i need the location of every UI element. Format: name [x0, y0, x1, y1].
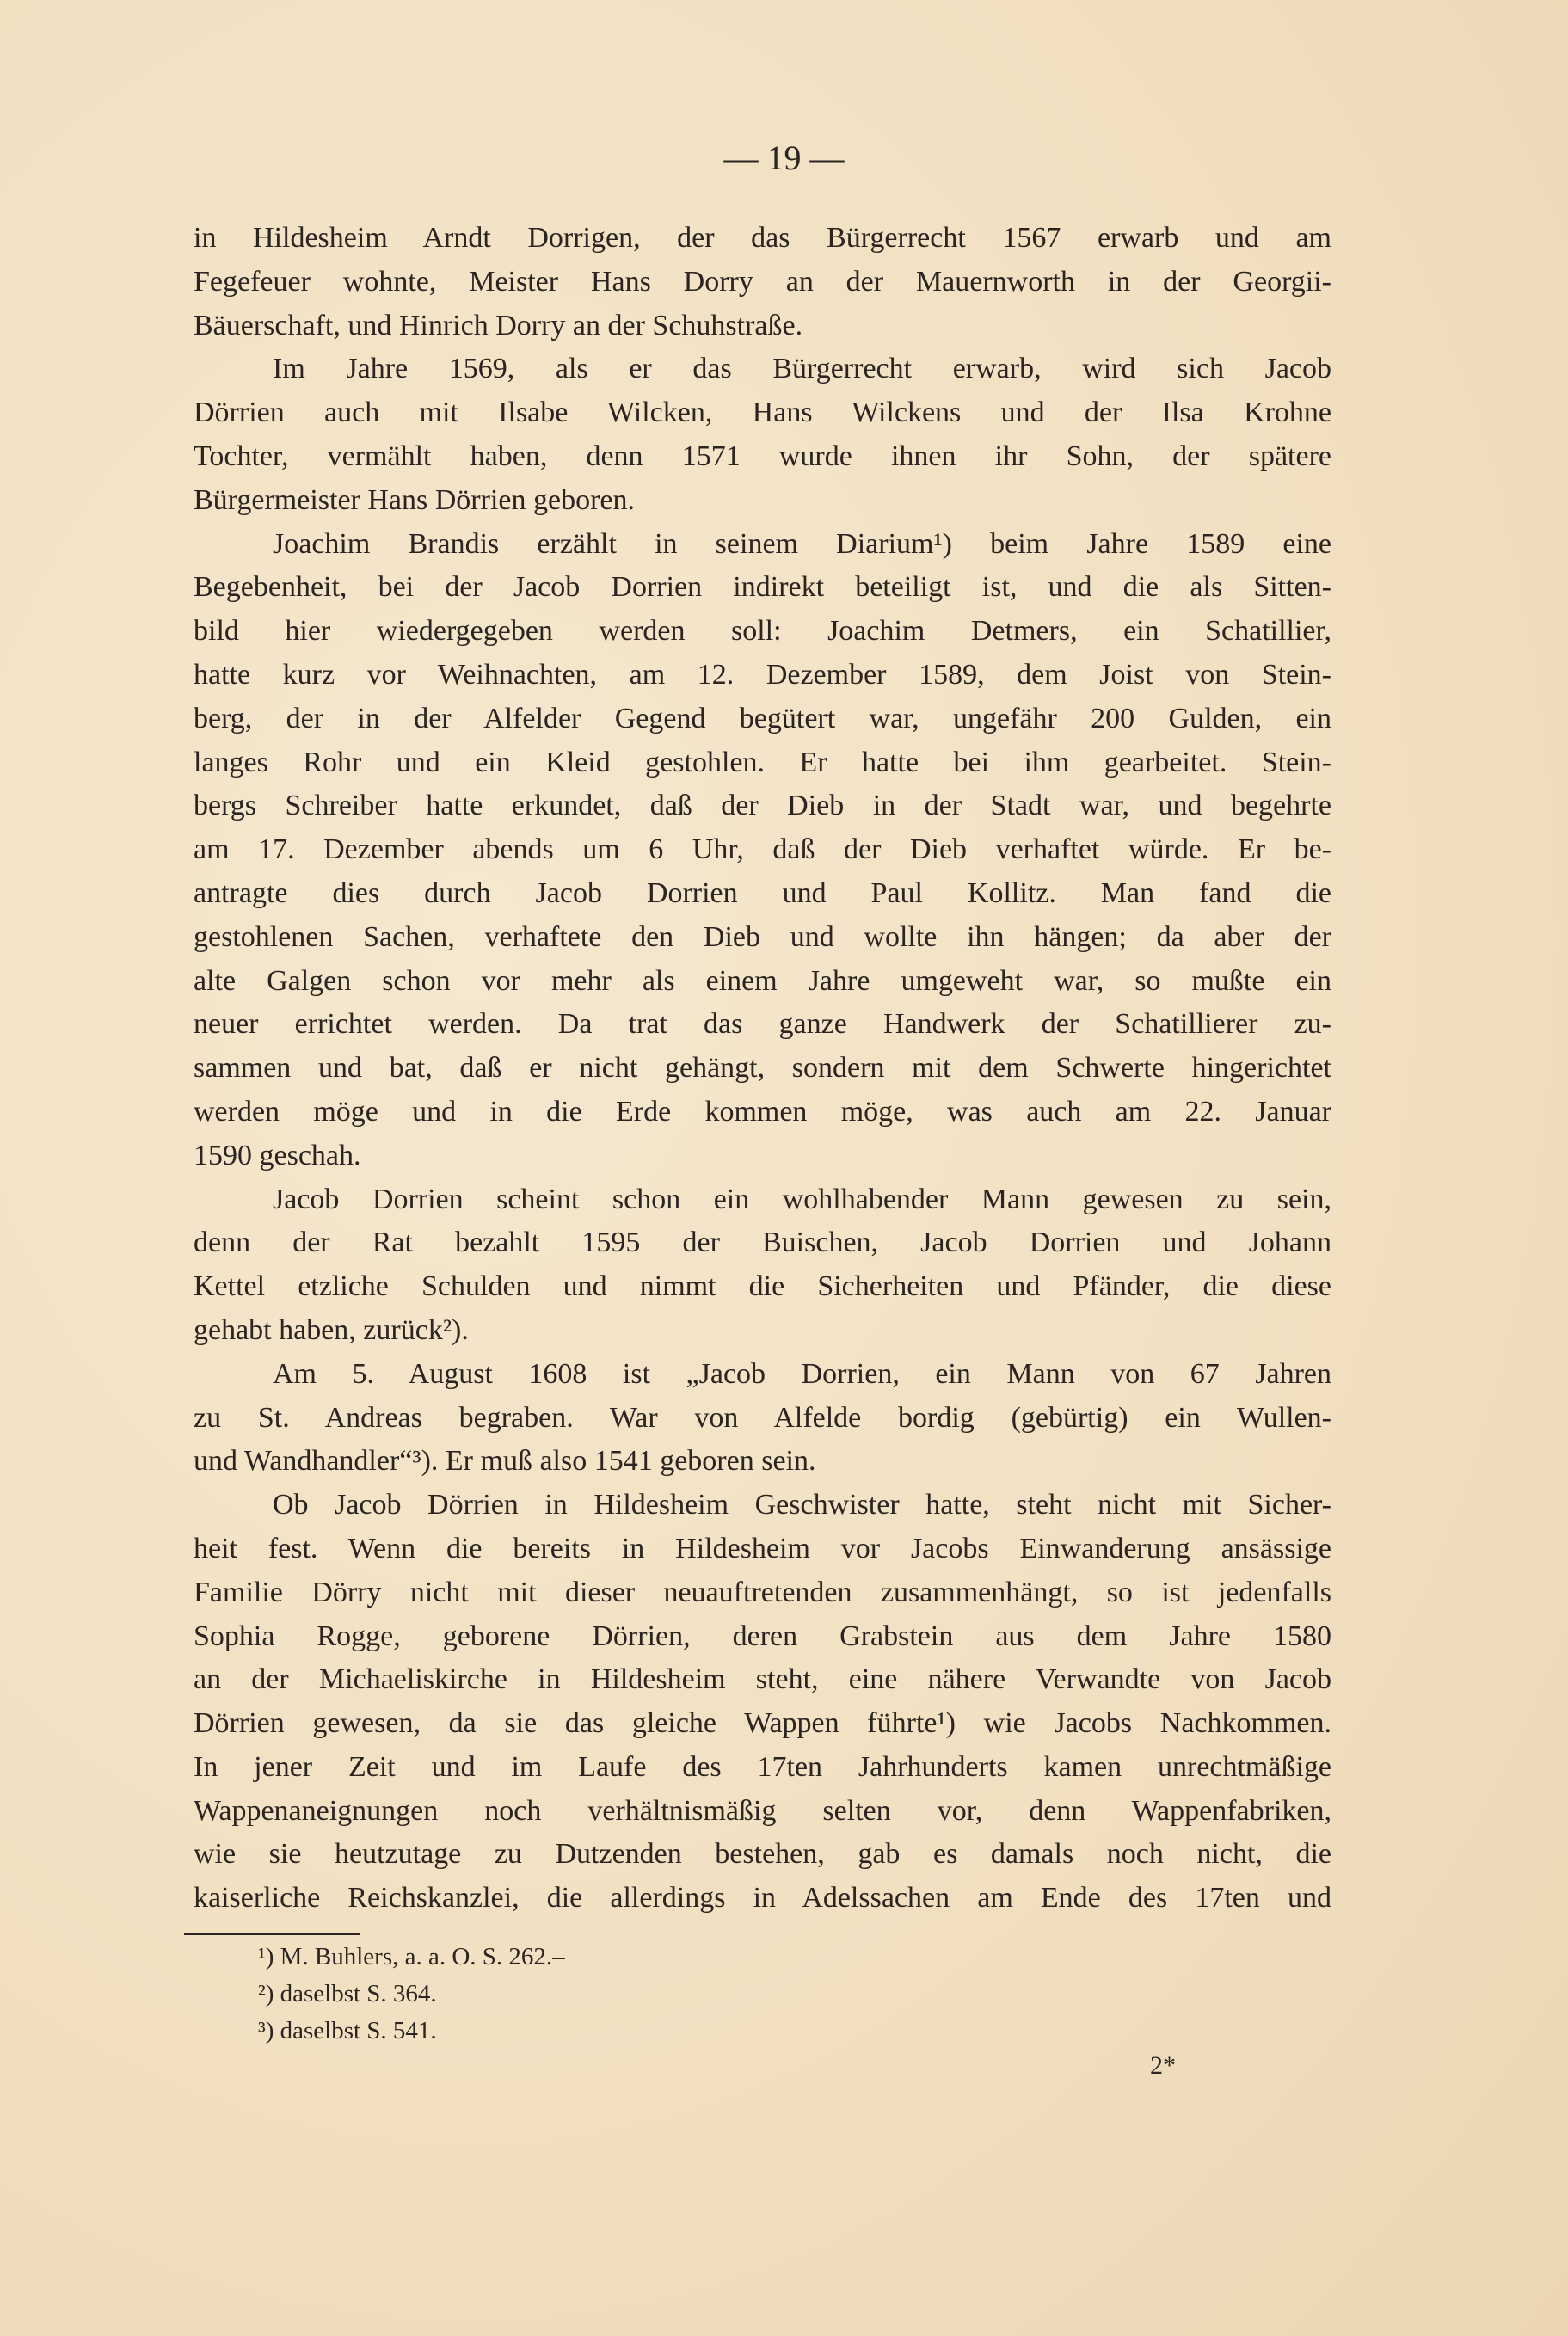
footnote: ¹) M. Buhlers, a. a. O. S. 262.–: [258, 1943, 565, 1970]
text-line: bergs Schreiber hatte erkundet, daß der Dieb in der Stadt war, und begehrte: [194, 790, 1331, 822]
text-line: Ob Jacob Dörrien in Hildesheim Geschwister hatte, steht nicht mit Sicher-: [273, 1489, 1331, 1521]
text-line: kaiserliche Reichskanzlei, die allerdings in Adelssachen am Ende des 17ten und: [194, 1882, 1331, 1915]
text-line: Jacob Dorrien scheint schon ein wohlhabender Mann gewesen zu sein,: [273, 1183, 1331, 1215]
text-line: heit fest. Wenn die bereits in Hildesheim vor Jacobs Einwanderung ansässige: [194, 1532, 1331, 1565]
text-line: Fegefeuer wohnte, Meister Hans Dorry an der Mauernworth in der Georgii-: [194, 265, 1331, 298]
text-line: Familie Dörry nicht mit dieser neuauftretenden zusammenhängt, so ist jedenfalls: [194, 1576, 1331, 1608]
body-text: [194, 217, 1331, 1921]
text-line: und Wandhandler“³). Er muß also 1541 geboren sein.: [194, 1445, 816, 1478]
text-line: alte Galgen schon vor mehr als einem Jahre umgeweht war, so mußte ein: [194, 964, 1331, 997]
text-line: wie sie heutzutage zu Dutzenden bestehen, gab es damals noch nicht, die: [194, 1838, 1331, 1871]
footnote-divider: [184, 1933, 360, 1935]
text-line: 1590 geschah.: [194, 1139, 361, 1171]
text-line: hatte kurz vor Weihnachten, am 12. Dezember 1589, dem Joist von Stein-: [194, 658, 1331, 691]
text-line: Kettel etzliche Schulden und nimmt die Sicherheiten und Pfänder, die diese: [194, 1270, 1331, 1303]
text-line: Joachim Brandis erzählt in seinem Diarium¹) beim Jahre 1589 eine: [273, 527, 1331, 560]
text-line: Tochter, vermählt haben, denn 1571 wurde ihnen ihr Sohn, der spätere: [194, 440, 1331, 472]
text-line: Am 5. August 1608 ist „Jacob Dorrien, ein Mann von 67 Jahren: [273, 1357, 1331, 1390]
text-line: antragte dies durch Jacob Dorrien und Paul Kollitz. Man fand die: [194, 876, 1331, 909]
text-line: an der Michaeliskirche in Hildesheim steht, eine nähere Verwandte von Jacob: [194, 1663, 1331, 1696]
text-line: Bürgermeister Hans Dörrien geboren.: [194, 483, 635, 516]
text-line: werden möge und in die Erde kommen möge, was auch am 22. Januar: [194, 1095, 1331, 1128]
text-line: gestohlenen Sachen, verhaftete den Dieb und wollte ihn hängen; da aber der: [194, 920, 1331, 953]
text-line: langes Rohr und ein Kleid gestohlen. Er hatte bei ihm gearbeitet. Stein-: [194, 746, 1331, 778]
text-line: bild hier wiedergegeben werden soll: Joachim Detmers, ein Schatillier,: [194, 615, 1331, 648]
text-line: gehabt haben, zurück²).: [194, 1313, 469, 1346]
text-line: zu St. Andreas begraben. War von Alfelde bordig (gebürtig) ein Wullen-: [194, 1401, 1331, 1434]
text-line: Sophia Rogge, geborene Dörrien, deren Grabstein aus dem Jahre 1580: [194, 1620, 1331, 1652]
text-line: Begebenheit, bei der Jacob Dorrien indirekt beteiligt ist, und die als Sitten-: [194, 571, 1331, 604]
text-line: Im Jahre 1569, als er das Bürgerrecht erwarb, wird sich Jacob: [273, 353, 1331, 385]
text-line: Bäuerschaft, und Hinrich Dorry an der Schuhstraße.: [194, 309, 803, 341]
text-line: Dörrien gewesen, da sie das gleiche Wappen führte¹) wie Jacobs Nachkommen.: [194, 1707, 1331, 1740]
page-number: — 19 —: [723, 138, 845, 177]
text-line: In jener Zeit und im Laufe des 17ten Jahrhunderts kamen unrechtmäßige: [194, 1750, 1331, 1783]
text-line: in Hildesheim Arndt Dorrigen, der das Bürgerrecht 1567 erwarb und am: [194, 222, 1331, 254]
signature-mark: 2*: [1150, 2051, 1176, 2080]
footnotes: [258, 1939, 565, 2050]
footnote: ²) daselbst S. 364.: [258, 1980, 437, 2007]
text-line: berg, der in der Alfelder Gegend begütert war, ungefähr 200 Gulden, ein: [194, 702, 1331, 735]
text-line: Wappenaneignungen noch verhältnismäßig selten vor, denn Wappenfabriken,: [194, 1794, 1331, 1827]
text-line: sammen und bat, daß er nicht gehängt, sondern mit dem Schwerte hingerichtet: [194, 1052, 1331, 1085]
text-line: neuer errichtet werden. Da trat das ganze Handwerk der Schatillierer zu-: [194, 1008, 1331, 1041]
text-line: Dörrien auch mit Ilsabe Wilcken, Hans Wilckens und der Ilsa Krohne: [194, 397, 1331, 429]
text-line: am 17. Dezember abends um 6 Uhr, daß der Dieb verhaftet würde. Er be-: [194, 833, 1331, 866]
footnote: ³) daselbst S. 541.: [258, 2017, 437, 2044]
text-line: denn der Rat bezahlt 1595 der Buischen, Jacob Dorrien und Johann: [194, 1226, 1331, 1259]
